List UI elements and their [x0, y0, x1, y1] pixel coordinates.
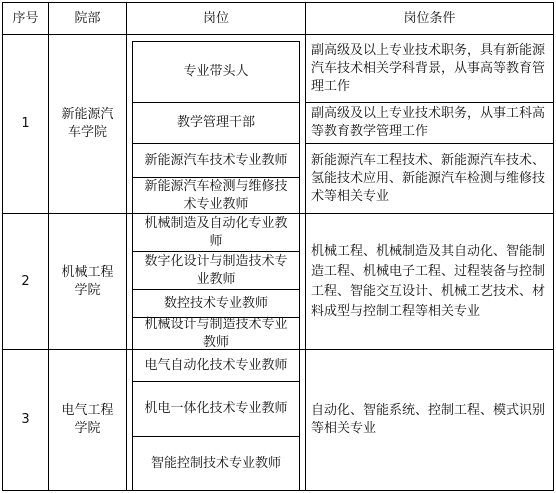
- row-3-no: 3: [2, 349, 49, 491]
- header-position: 岗位: [126, 2, 306, 35]
- row-1-position-2: 教学管理干部: [132, 102, 300, 144]
- row-3-college-text: 电气工程学院: [61, 403, 114, 436]
- row-2-position-4: 机械设计与制造技术专业教师: [132, 317, 300, 350]
- row-2-no: 2: [2, 213, 49, 350]
- header-no: 序号: [2, 2, 49, 35]
- row-1-no: 1: [2, 34, 49, 214]
- row-3-college: [48, 349, 127, 491]
- row-3-position-2: 机电一体化技术专业教师: [132, 381, 300, 437]
- row-2-position-2: 数字化设计与制造技术专业教师: [132, 251, 300, 290]
- row-2-college-text: 机械工程学院: [61, 264, 114, 298]
- row-2-position-1: 机械制造及自动化专业教师: [132, 213, 300, 252]
- row-3-condition-1: 自动化、智能系统、控制工程、模式识别等相关专业: [305, 349, 554, 491]
- row-2-position-3: 数控技术专业教师: [132, 289, 300, 318]
- header-conditions: 岗位条件: [305, 2, 554, 35]
- row-3-position-3: 智能控制技术专业教师: [132, 436, 300, 491]
- row-1-position-4: 新能源汽车检测与维修技术专业教师: [132, 177, 300, 214]
- row-1-college: [48, 34, 127, 214]
- row-1-college-text: 新能源汽车学院: [61, 107, 114, 140]
- row-1-condition-3: 新能源汽车工程技术、新能源汽车技术、氢能技术应用、新能源汽车检测与维修技术等相关专业: [305, 143, 554, 214]
- row-1-condition-2: 副高级及以上专业技术职务，从事工科高等教育教学管理工作: [305, 102, 554, 144]
- row-1-position-1: 专业带头人: [132, 41, 300, 103]
- row-1-condition-1: 副高级及以上专业技术职务，具有新能源汽车技术相关学科背景，从事高等教育管理工作: [305, 34, 554, 103]
- row-3-position-1: 电气自动化技术专业教师: [132, 349, 300, 382]
- header-college: 院部: [48, 2, 127, 35]
- row-2-college: [48, 213, 127, 350]
- row-2-condition-1: 机械工程、机械制造及其自动化、智能制造工程、机械电子工程、过程装备与控制工程、智能交互设计、机械工艺技术、材料成型与控制工程等相关专业: [305, 213, 554, 350]
- row-1-position-3: 新能源汽车技术专业教师: [132, 143, 300, 178]
